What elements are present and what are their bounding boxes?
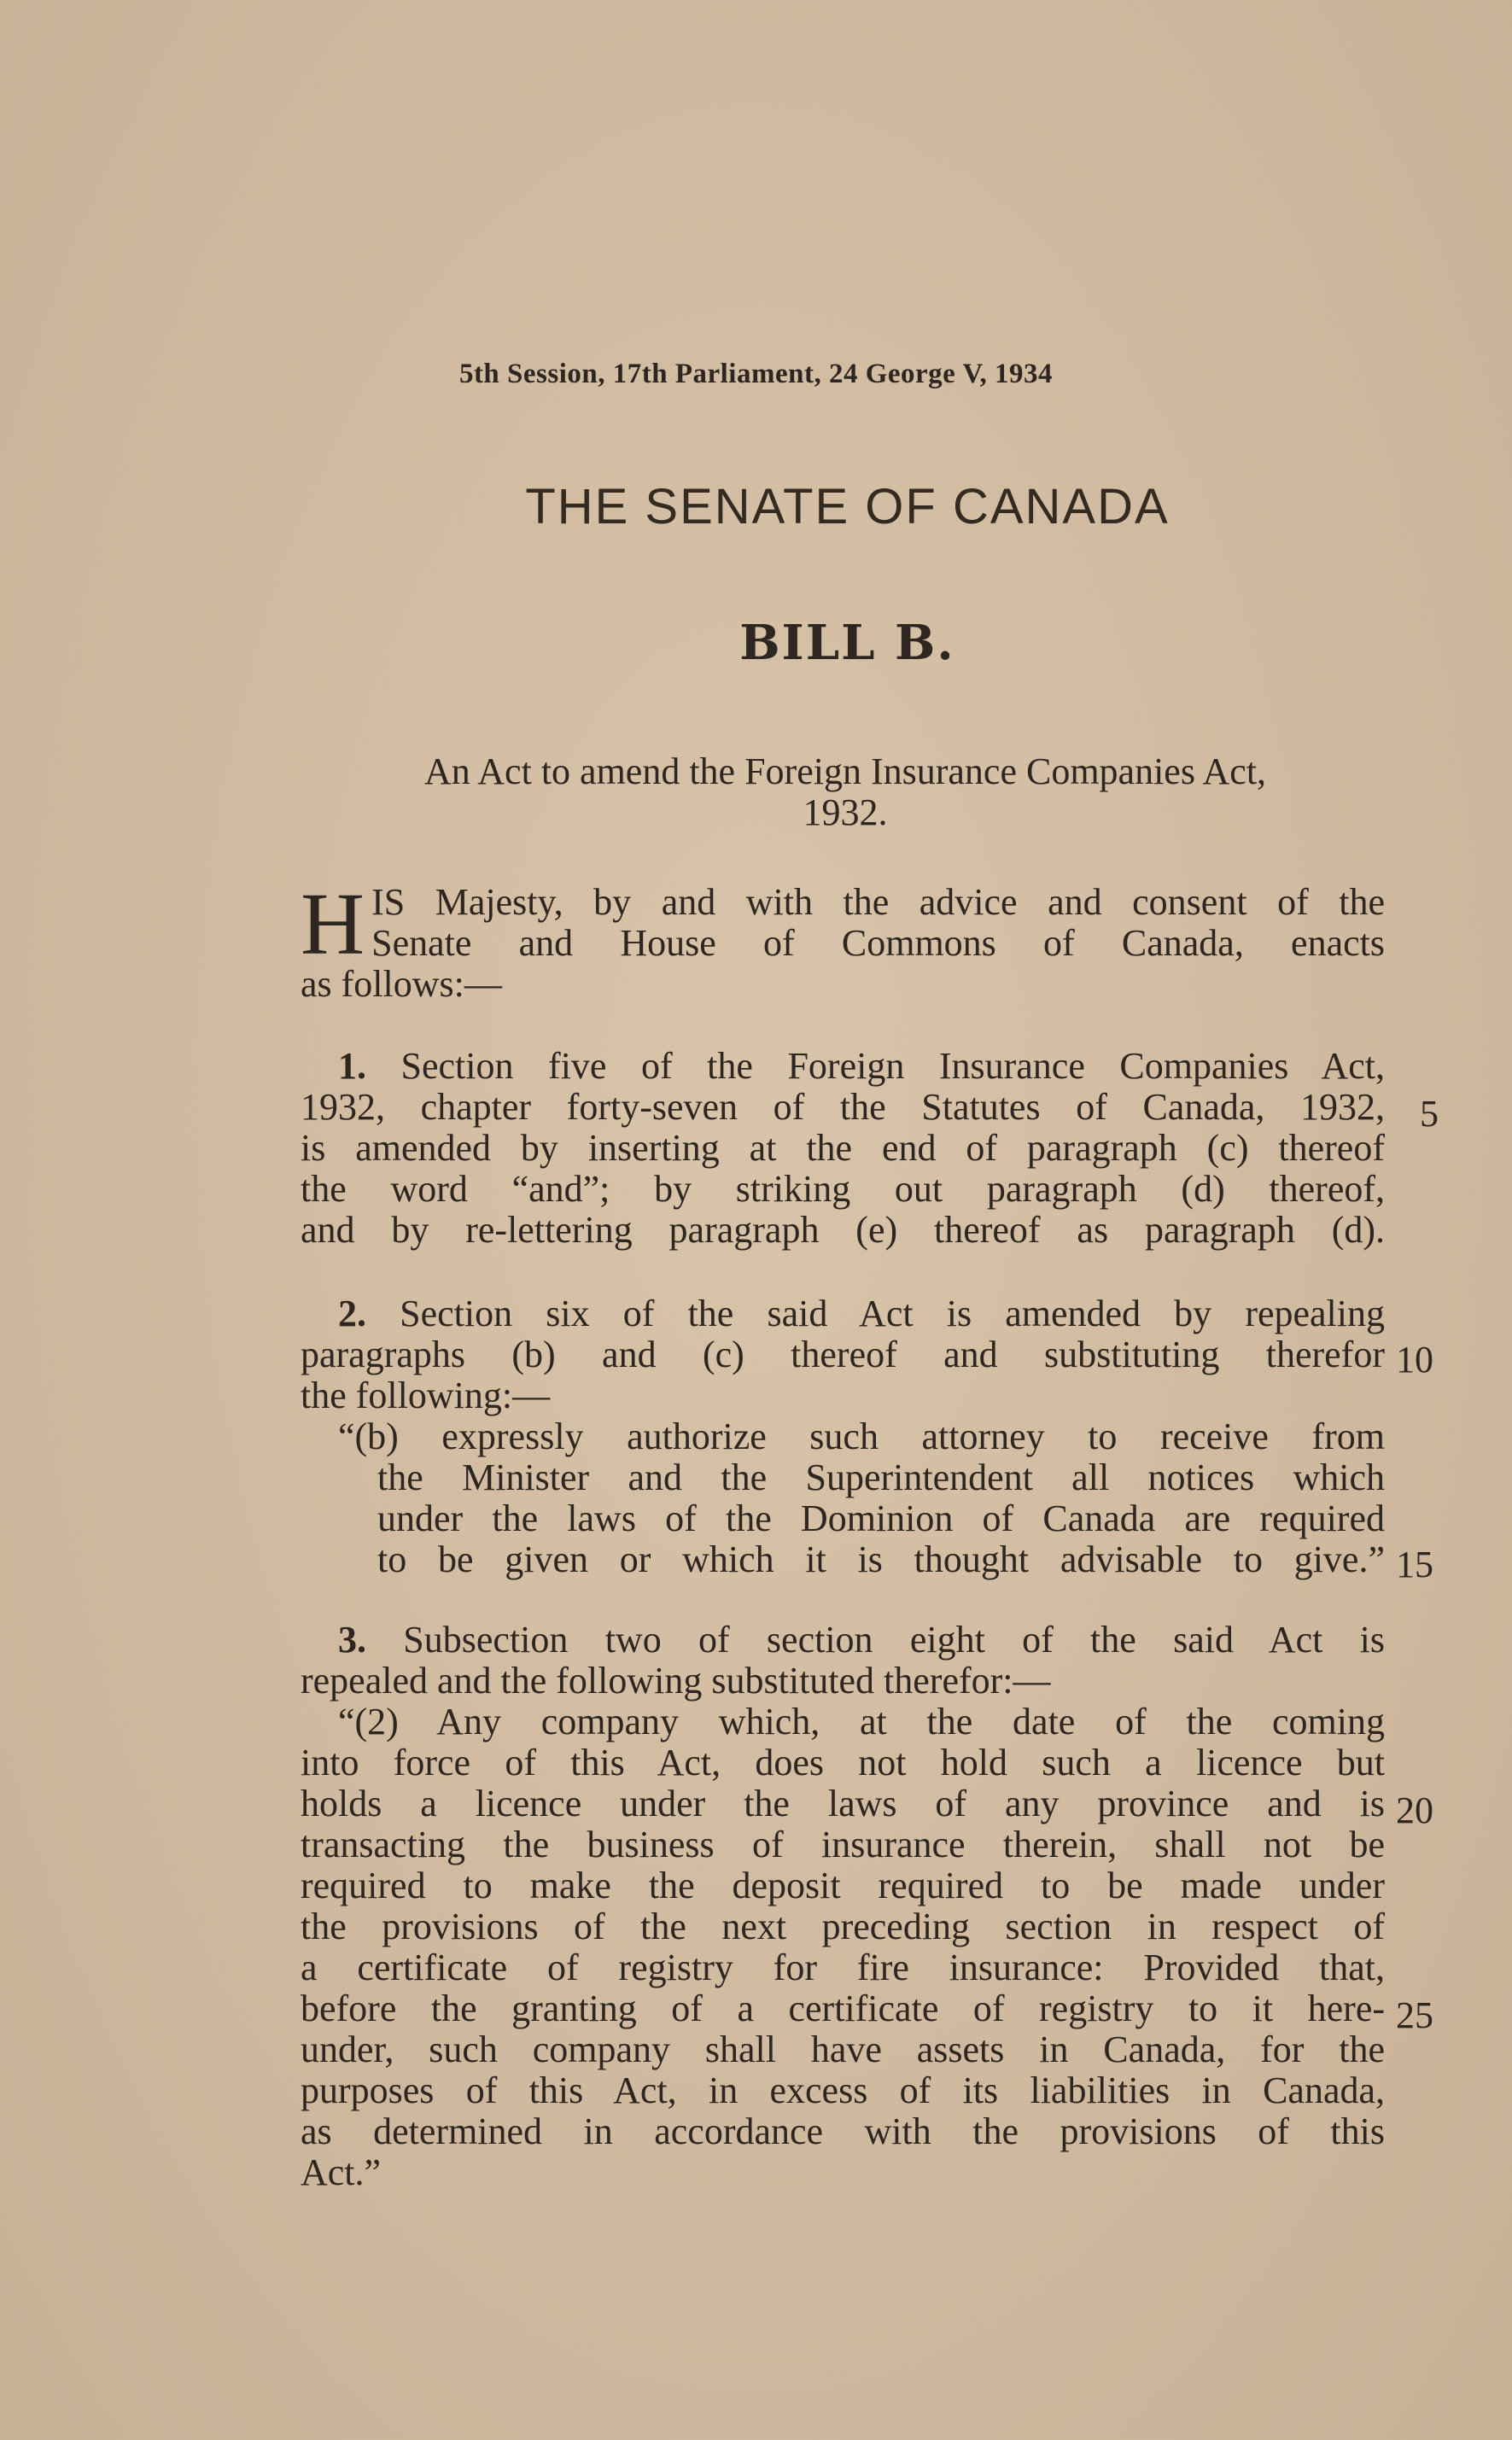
section-1-line-4: the word “and”; by striking out paragraph (d) thereof,	[301, 1168, 1385, 1210]
section-3-line-13: as determined in accordance with the provisions of this	[301, 2110, 1385, 2152]
section-1-line-5: and by re-lettering paragraph (e) thereof as paragraph (d).	[301, 1209, 1385, 1251]
section-3-line-10: before the granting of a certificate of registry to it here-	[301, 1988, 1385, 2029]
section-3-line-4: into force of this Act, does not hold such a licence but	[301, 1742, 1385, 1783]
act-title-line-2: 1932.	[803, 791, 888, 833]
section-3-line-8: the provisions of the next preceding section in respect of	[301, 1906, 1385, 1947]
section-2-quote-line-2: the Minister and the Superintendent all notices which	[377, 1456, 1385, 1498]
drop-cap: H	[301, 875, 365, 973]
section-2-quote-line-1: “(b) expressly authorize such attorney to receive from	[338, 1416, 1385, 1457]
section-3-line-9: a certificate of registry for fire insurance: Provided that,	[301, 1947, 1385, 1988]
section-3-line-11: under, such company shall have assets in Canada, for the	[301, 2028, 1385, 2070]
section-3-line-1: 3. Subsection two of section eight of the said Act is	[338, 1619, 1385, 1661]
act-title-line-1: An Act to amend the Foreign Insurance Companies Act,	[423, 750, 1267, 792]
margin-line-number: 10	[1396, 1339, 1433, 1381]
section-2-quote-line-3: under the laws of the Dominion of Canada are required	[377, 1497, 1385, 1539]
section-1-line-2: 1932, chapter forty-seven of the Statutes of Canada, 1932,	[301, 1086, 1385, 1128]
margin-line-number: 20	[1396, 1789, 1433, 1831]
session-header: 5th Session, 17th Parliament, 24 George V, 1934	[458, 359, 1054, 389]
section-3-line-7: required to make the deposit required to be made under	[301, 1865, 1385, 1906]
section-1-line-3: is amended by inserting at the end of paragraph (c) thereof	[301, 1127, 1385, 1169]
section-2-line-2: paragraphs (b) and (c) thereof and substituting therefor	[301, 1334, 1385, 1375]
section-3-line-14: Act.”	[301, 2151, 382, 2193]
section-1-number: 1.	[338, 1045, 366, 1087]
preamble-line-2: Senate and House of Commons of Canada, enacts	[371, 922, 1385, 964]
section-3-line-6: transacting the business of insurance therein, shall not be	[301, 1824, 1385, 1865]
section-2-number: 2.	[338, 1293, 366, 1334]
section-3-line-3: “(2) Any company which, at the date of the coming	[338, 1701, 1385, 1742]
margin-line-number: 15	[1396, 1544, 1433, 1585]
senate-title: THE SENATE OF CANADA	[525, 479, 1170, 534]
section-1	[301, 1046, 1385, 1251]
act-title	[303, 751, 1387, 833]
preamble	[301, 875, 1385, 1005]
section-3-line-12: purposes of this Act, in excess of its liabilities in Canada,	[301, 2069, 1385, 2111]
section-2-line-1: 2. Section six of the said Act is amended by repealing	[338, 1293, 1386, 1334]
section-3-line-2: repealed and the following substituted therefor:—	[301, 1660, 1051, 1702]
margin-line-number: 25	[1396, 1994, 1433, 2036]
section-2	[301, 1293, 1385, 1580]
section-2-line-3: the following:—	[301, 1375, 551, 1416]
section-3-number: 3.	[338, 1619, 366, 1661]
bill-title: BILL B.	[739, 615, 955, 671]
section-3-line-5: holds a licence under the laws of any province and is	[301, 1783, 1385, 1824]
section-3	[301, 1620, 1385, 2193]
preamble-line-3: as follows:—	[301, 963, 502, 1005]
section-1-line-1: 1. Section five of the Foreign Insurance Companies Act,	[338, 1045, 1385, 1087]
margin-line-number: 5	[1420, 1093, 1439, 1135]
preamble-line-1: IS Majesty, by and with the advice and consent of the	[371, 881, 1385, 923]
section-2-quote-line-4: to be given or which it is thought advisable to give.”	[377, 1538, 1385, 1580]
